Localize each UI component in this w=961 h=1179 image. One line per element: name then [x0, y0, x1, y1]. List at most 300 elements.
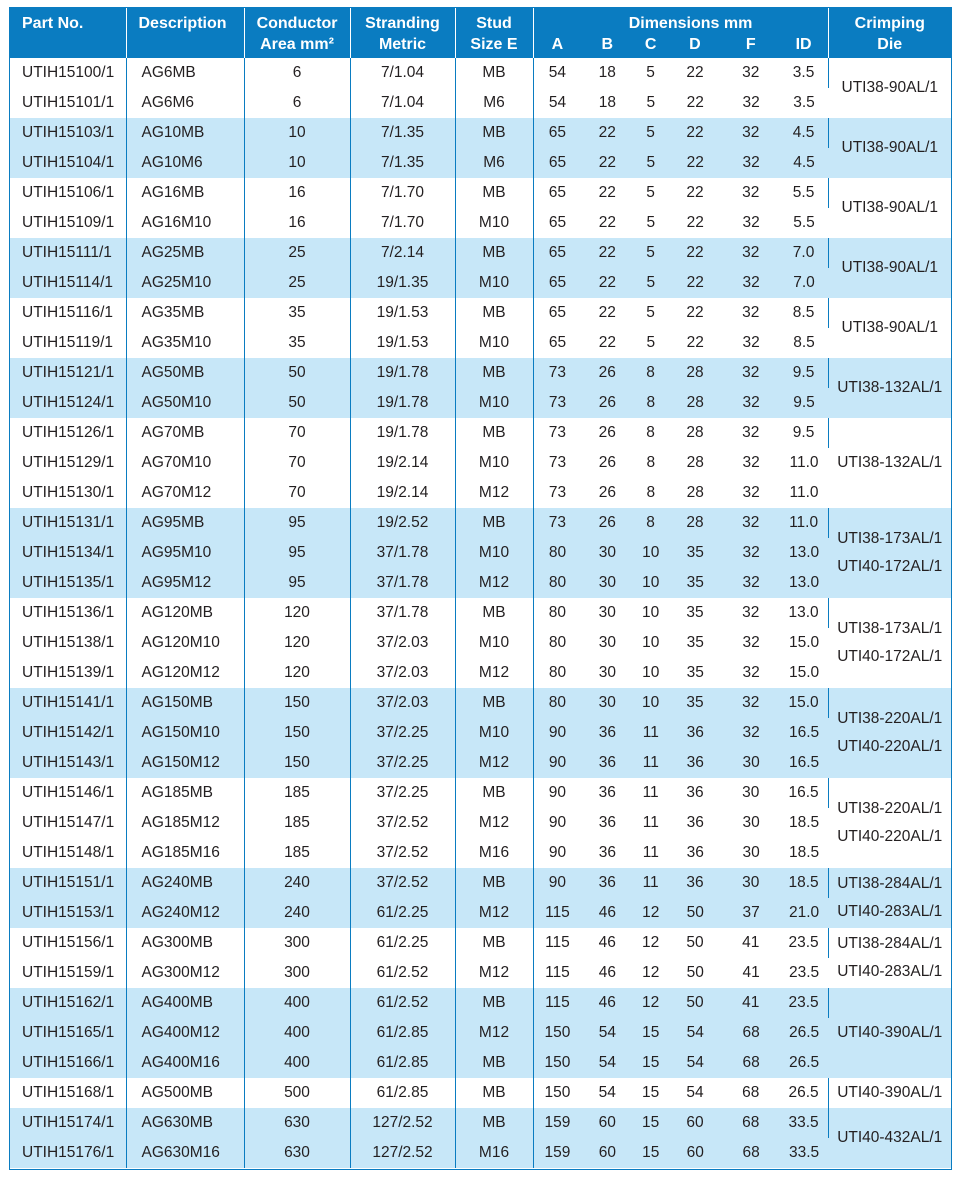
dim-c: 10 — [642, 544, 660, 561]
table-row — [10, 598, 951, 628]
die-model: UTI40-172AL/1 — [837, 558, 943, 575]
dim-b: 30 — [598, 574, 616, 591]
dim-d: 22 — [686, 64, 704, 81]
dimensions-cell — [533, 238, 828, 268]
dim-d: 35 — [686, 664, 704, 681]
conductor-area: 300 — [244, 958, 350, 988]
conductor-area: 185 — [244, 838, 350, 868]
dim-a: 65 — [548, 154, 567, 171]
dim-c: 11 — [642, 844, 659, 861]
dim-b: 46 — [598, 994, 616, 1011]
dim-f: 32 — [742, 664, 760, 681]
conductor-area: 6 — [244, 88, 350, 118]
dim-a: 90 — [548, 874, 567, 891]
stud-size: M10 — [455, 448, 533, 478]
dim-d: 60 — [686, 1114, 704, 1131]
crimping-die — [828, 1078, 951, 1108]
conductor-area: 240 — [244, 868, 350, 898]
dim-b: 54 — [598, 1054, 616, 1071]
table-row — [10, 868, 951, 898]
description: AG185M12 — [126, 808, 244, 838]
table-row — [10, 268, 951, 298]
stud-size: MB — [455, 1108, 533, 1138]
dim-b: 54 — [598, 1084, 616, 1101]
dim-b: 36 — [598, 754, 616, 771]
part-number: UTIH15139/1 — [10, 658, 126, 688]
description: AG150M10 — [126, 718, 244, 748]
dimensions-cell — [533, 1078, 828, 1108]
conductor-area: 400 — [244, 1048, 350, 1078]
dimensions-cell — [533, 298, 828, 328]
dim-c: 8 — [646, 454, 656, 471]
dimensions-cell — [533, 478, 828, 508]
table-row — [10, 118, 951, 148]
dimensions-cell — [533, 688, 828, 718]
stranding: 61/2.85 — [350, 1078, 455, 1108]
table-row — [10, 1078, 951, 1108]
dim-c: 12 — [641, 934, 660, 951]
dim-f: 32 — [742, 334, 760, 351]
dim-id: 11.0 — [789, 484, 819, 501]
description: AG6MB — [126, 58, 244, 88]
stranding: 7/1.70 — [350, 208, 455, 238]
die-model: UTI38-90AL/1 — [841, 319, 938, 336]
dim-f: 68 — [742, 1114, 760, 1131]
dim-a: 80 — [548, 604, 567, 621]
part-number: UTIH15124/1 — [10, 388, 126, 418]
dim-b: 22 — [598, 334, 616, 351]
dim-a: 80 — [548, 574, 567, 591]
dim-c: 12 — [642, 904, 660, 921]
dim-a: 73 — [548, 514, 567, 531]
dim-col-a: A — [551, 36, 564, 53]
table-row — [10, 718, 951, 748]
part-number: UTIH15109/1 — [10, 208, 126, 238]
dim-col-f: F — [745, 36, 756, 53]
dim-a: 54 — [548, 94, 567, 111]
dim-a: 80 — [548, 634, 567, 651]
dim-d: 50 — [686, 964, 704, 981]
dim-d: 54 — [686, 1024, 704, 1041]
table-row — [10, 88, 951, 118]
part-number: UTIH15146/1 — [10, 778, 126, 808]
dim-b: 26 — [598, 454, 616, 471]
die-model: UTI38-173AL/1 — [837, 620, 943, 637]
die-model: UTI38-284AL/1 — [837, 875, 943, 892]
conductor-area: 70 — [244, 418, 350, 448]
dim-a: 150 — [544, 1024, 571, 1041]
table-header — [10, 8, 951, 58]
dimensions-cell — [533, 718, 828, 748]
dim-f: 30 — [742, 784, 760, 801]
crimping-die — [828, 1108, 951, 1168]
dim-f: 32 — [742, 484, 760, 501]
crimping-die — [828, 508, 951, 598]
dim-a: 159 — [544, 1114, 571, 1131]
conductor-area: 35 — [244, 298, 350, 328]
dim-d: 35 — [686, 574, 704, 591]
dimensions-cell — [533, 178, 828, 208]
dim-col-d: D — [689, 36, 701, 53]
description: AG10M6 — [126, 148, 244, 178]
dim-b: 60 — [598, 1144, 616, 1161]
dim-a: 150 — [544, 1084, 571, 1101]
table-row — [10, 688, 951, 718]
dim-d: 50 — [686, 994, 704, 1011]
dim-f: 41 — [742, 934, 760, 951]
stranding: 61/2.52 — [350, 958, 455, 988]
dim-b: 22 — [598, 304, 616, 321]
dim-id: 5.5 — [793, 214, 815, 231]
dim-a: 73 — [548, 364, 567, 381]
dimensions-cell — [533, 568, 828, 598]
conductor-area: 25 — [244, 268, 350, 298]
crimping-die — [828, 988, 951, 1078]
die-model: UTI38-90AL/1 — [841, 199, 938, 216]
die-model: UTI40-390AL/1 — [837, 1084, 943, 1101]
table-row — [10, 568, 951, 598]
dim-a: 115 — [545, 964, 570, 981]
dim-f: 32 — [742, 214, 760, 231]
description: AG500MB — [126, 1078, 244, 1108]
dim-f: 32 — [742, 544, 760, 561]
part-number: UTIH15103/1 — [10, 118, 126, 148]
description: AG630M16 — [126, 1138, 244, 1168]
dim-a: 90 — [548, 724, 567, 741]
table-row — [10, 148, 951, 178]
dimensions-cell — [533, 1138, 828, 1168]
dim-f: 68 — [742, 1144, 760, 1161]
dim-a: 65 — [548, 214, 567, 231]
die-model: UTI38-220AL/1 — [837, 800, 943, 817]
dim-c: 8 — [646, 364, 655, 381]
part-number: UTIH15100/1 — [10, 58, 126, 88]
dimensions-cell — [533, 538, 828, 568]
dim-f: 68 — [742, 1024, 760, 1041]
crimping-die — [828, 118, 951, 178]
die-model: UTI38-132AL/1 — [837, 454, 943, 471]
dim-d: 22 — [686, 184, 704, 201]
stud-size: MB — [455, 358, 533, 388]
table-row — [10, 1138, 951, 1168]
description: AG400MB — [126, 988, 244, 1018]
dimensions-cell — [533, 598, 828, 628]
stranding: 37/1.78 — [350, 598, 455, 628]
dim-f: 68 — [742, 1084, 760, 1101]
dimensions-cell — [533, 508, 828, 538]
dim-d: 60 — [686, 1144, 704, 1161]
stud-size: M12 — [455, 748, 533, 778]
dim-c: 5 — [646, 184, 655, 201]
stud-size: MB — [455, 688, 533, 718]
dim-d: 54 — [686, 1084, 704, 1101]
table-row — [10, 928, 951, 958]
dim-c: 5 — [646, 304, 655, 321]
conductor-area: 630 — [244, 1138, 350, 1168]
die-model: UTI40-283AL/1 — [837, 963, 943, 980]
dim-id: 16.5 — [788, 724, 820, 741]
description: AG25M10 — [126, 268, 244, 298]
dim-b: 22 — [598, 184, 616, 201]
dim-c: 12 — [641, 994, 660, 1011]
dim-c: 5 — [646, 214, 656, 231]
description: AG95M12 — [126, 568, 244, 598]
dimensions-cell — [533, 418, 828, 448]
dimensions-cell — [533, 268, 828, 298]
dim-d: 22 — [686, 94, 704, 111]
dim-b: 30 — [598, 634, 616, 651]
stud-size: MB — [455, 928, 533, 958]
stranding: 37/2.52 — [350, 838, 455, 868]
dim-f: 32 — [742, 124, 760, 141]
dim-f: 41 — [742, 994, 760, 1011]
dim-id: 8.5 — [792, 304, 815, 321]
dim-d: 22 — [686, 244, 704, 261]
dim-id: 26.5 — [788, 1084, 819, 1101]
dim-id: 21.0 — [788, 904, 820, 921]
dim-c: 11 — [642, 874, 659, 891]
dim-b: 30 — [598, 544, 616, 561]
stranding: 61/2.52 — [350, 988, 455, 1018]
dim-a: 73 — [548, 454, 567, 471]
die-model: UTI40-172AL/1 — [837, 648, 943, 665]
conductor-area: 400 — [244, 988, 350, 1018]
part-number: UTIH15153/1 — [10, 898, 126, 928]
crimping-die — [828, 238, 951, 298]
dim-b: 26 — [598, 484, 616, 501]
stranding: 37/1.78 — [350, 568, 455, 598]
part-number: UTIH15136/1 — [10, 598, 126, 628]
dim-d: 36 — [686, 724, 704, 741]
part-number: UTIH15135/1 — [10, 568, 126, 598]
stranding: 37/2.25 — [350, 778, 455, 808]
dim-id: 16.5 — [788, 754, 820, 771]
crimping-die — [828, 358, 951, 418]
stud-size: M10 — [455, 208, 533, 238]
part-number: UTIH15168/1 — [10, 1078, 126, 1108]
dim-b: 18 — [598, 64, 616, 81]
die-model: UTI38-173AL/1 — [837, 530, 943, 547]
die-model: UTI38-90AL/1 — [841, 79, 938, 96]
dim-b: 30 — [598, 694, 616, 711]
dim-d: 28 — [686, 484, 704, 501]
die-model: UTI38-132AL/1 — [837, 379, 943, 396]
header-description: Description — [126, 8, 244, 58]
dim-f: 32 — [742, 364, 760, 381]
table-row — [10, 178, 951, 208]
stud-size: MB — [455, 418, 533, 448]
description: AG95MB — [126, 508, 244, 538]
dimensions-cell — [533, 988, 828, 1018]
dimensions-cell — [533, 448, 828, 478]
dim-id: 16.5 — [788, 784, 819, 801]
part-number: UTIH15151/1 — [10, 868, 126, 898]
crimping-die — [828, 778, 951, 868]
conductor-area: 240 — [244, 898, 350, 928]
dim-d: 22 — [686, 124, 704, 141]
dim-a: 115 — [545, 934, 570, 951]
dim-b: 36 — [598, 724, 616, 741]
stud-size: M6 — [455, 88, 533, 118]
stranding: 7/2.14 — [350, 238, 455, 268]
dim-a: 65 — [548, 184, 567, 201]
dim-a: 73 — [548, 424, 567, 441]
dim-f: 32 — [742, 634, 760, 651]
table-row — [10, 538, 951, 568]
dim-c: 8 — [646, 484, 656, 501]
dim-id: 15.0 — [788, 664, 820, 681]
dim-f: 41 — [742, 964, 760, 981]
description: AG10MB — [126, 118, 244, 148]
dim-id: 18.5 — [788, 814, 820, 831]
description: AG120MB — [126, 598, 244, 628]
table-row — [10, 1108, 951, 1138]
part-number: UTIH15130/1 — [10, 478, 126, 508]
stud-size: MB — [455, 58, 533, 88]
table-row — [10, 388, 951, 418]
dim-d: 36 — [686, 874, 704, 891]
stud-size: M10 — [455, 388, 533, 418]
stud-size: MB — [455, 118, 533, 148]
header-stranding: Stranding Metric — [350, 8, 455, 58]
dim-b: 22 — [598, 124, 616, 141]
dim-d: 22 — [686, 154, 704, 171]
header-part-no: Part No. — [10, 8, 126, 58]
die-model: UTI40-432AL/1 — [837, 1129, 943, 1146]
conductor-area: 95 — [244, 538, 350, 568]
stud-size: M12 — [455, 568, 533, 598]
dim-id: 3.5 — [792, 64, 815, 81]
dim-b: 26 — [598, 364, 616, 381]
header-crimping-die: Crimping Die — [828, 8, 951, 58]
dim-id: 23.5 — [788, 964, 820, 981]
die-model: UTI40-283AL/1 — [837, 903, 943, 920]
dimensions-cell — [533, 868, 828, 898]
stranding: 19/1.53 — [350, 328, 455, 358]
dim-d: 28 — [686, 514, 704, 531]
dim-id: 13.0 — [788, 544, 820, 561]
crimping-die — [828, 418, 951, 508]
dim-c: 10 — [642, 664, 660, 681]
part-number: UTIH15134/1 — [10, 538, 126, 568]
stud-size: MB — [455, 598, 533, 628]
dim-id: 9.5 — [793, 394, 815, 411]
dim-id: 11.0 — [789, 514, 819, 531]
dim-f: 30 — [742, 874, 760, 891]
dimensions-cell — [533, 358, 828, 388]
dim-id: 33.5 — [788, 1114, 819, 1131]
dim-a: 65 — [548, 334, 567, 351]
dim-d: 35 — [686, 604, 704, 621]
dim-f: 32 — [742, 514, 760, 531]
dim-b: 22 — [598, 244, 616, 261]
dimensions-cell — [533, 958, 828, 988]
stud-size: MB — [455, 1048, 533, 1078]
dim-id: 4.5 — [793, 154, 815, 171]
dimensions-cell — [533, 1108, 828, 1138]
die-model: UTI38-220AL/1 — [837, 710, 943, 727]
dim-a: 90 — [548, 844, 567, 861]
dim-d: 36 — [686, 754, 704, 771]
dim-a: 80 — [548, 664, 567, 681]
stranding: 37/2.52 — [350, 808, 455, 838]
conductor-area: 95 — [244, 508, 350, 538]
stud-size: M12 — [455, 958, 533, 988]
dim-b: 54 — [598, 1024, 616, 1041]
stranding: 37/2.25 — [350, 718, 455, 748]
dimensions-cell — [533, 628, 828, 658]
part-number: UTIH15104/1 — [10, 148, 126, 178]
dim-f: 32 — [742, 424, 760, 441]
dim-id: 18.5 — [788, 874, 819, 891]
dim-d: 50 — [686, 934, 704, 951]
description: AG150M12 — [126, 748, 244, 778]
conductor-area: 16 — [244, 208, 350, 238]
dim-a: 90 — [548, 814, 567, 831]
description: AG70MB — [126, 418, 244, 448]
dim-a: 65 — [548, 304, 567, 321]
dim-c: 12 — [642, 964, 660, 981]
crimping-die — [828, 868, 951, 928]
dim-f: 32 — [742, 454, 760, 471]
stranding: 37/2.25 — [350, 748, 455, 778]
part-number: UTIH15119/1 — [10, 328, 126, 358]
table-row — [10, 418, 951, 448]
dimensions-cell — [533, 898, 828, 928]
conductor-area: 50 — [244, 358, 350, 388]
part-number: UTIH15138/1 — [10, 628, 126, 658]
die-model: UTI38-90AL/1 — [841, 139, 938, 156]
description: AG35MB — [126, 298, 244, 328]
header-dimensions: Dimensions mm A B C D F ID — [533, 8, 828, 58]
stranding: 19/2.14 — [350, 448, 455, 478]
stud-size: MB — [455, 298, 533, 328]
dim-id: 23.5 — [788, 934, 819, 951]
stud-size: MB — [455, 868, 533, 898]
part-number: UTIH15176/1 — [10, 1138, 126, 1168]
dim-id: 8.5 — [793, 334, 815, 351]
part-number: UTIH15114/1 — [10, 268, 126, 298]
dim-d: 28 — [686, 364, 704, 381]
dim-c: 10 — [642, 634, 660, 651]
dim-d: 22 — [686, 334, 704, 351]
crimping-die — [828, 298, 951, 358]
description: AG50M10 — [126, 388, 244, 418]
dim-a: 90 — [548, 784, 567, 801]
stranding: 19/1.53 — [350, 298, 455, 328]
stranding: 37/2.03 — [350, 688, 455, 718]
stranding: 7/1.35 — [350, 148, 455, 178]
table-body — [10, 58, 951, 1168]
stud-size: MB — [455, 238, 533, 268]
dim-id: 26.5 — [788, 1054, 820, 1071]
dimension-columns — [534, 34, 828, 55]
table-row — [10, 58, 951, 88]
conductor-area: 120 — [244, 628, 350, 658]
conductor-area: 50 — [244, 388, 350, 418]
dim-a: 115 — [545, 904, 570, 921]
dim-d: 54 — [686, 1054, 704, 1071]
table-row — [10, 478, 951, 508]
dim-d: 36 — [686, 784, 704, 801]
dim-b: 26 — [598, 514, 616, 531]
dimensions-cell — [533, 388, 828, 418]
dimensions-cell — [533, 88, 828, 118]
dim-d: 28 — [686, 424, 704, 441]
dim-a: 65 — [548, 124, 567, 141]
stranding: 127/2.52 — [350, 1138, 455, 1168]
dim-b: 36 — [598, 784, 616, 801]
